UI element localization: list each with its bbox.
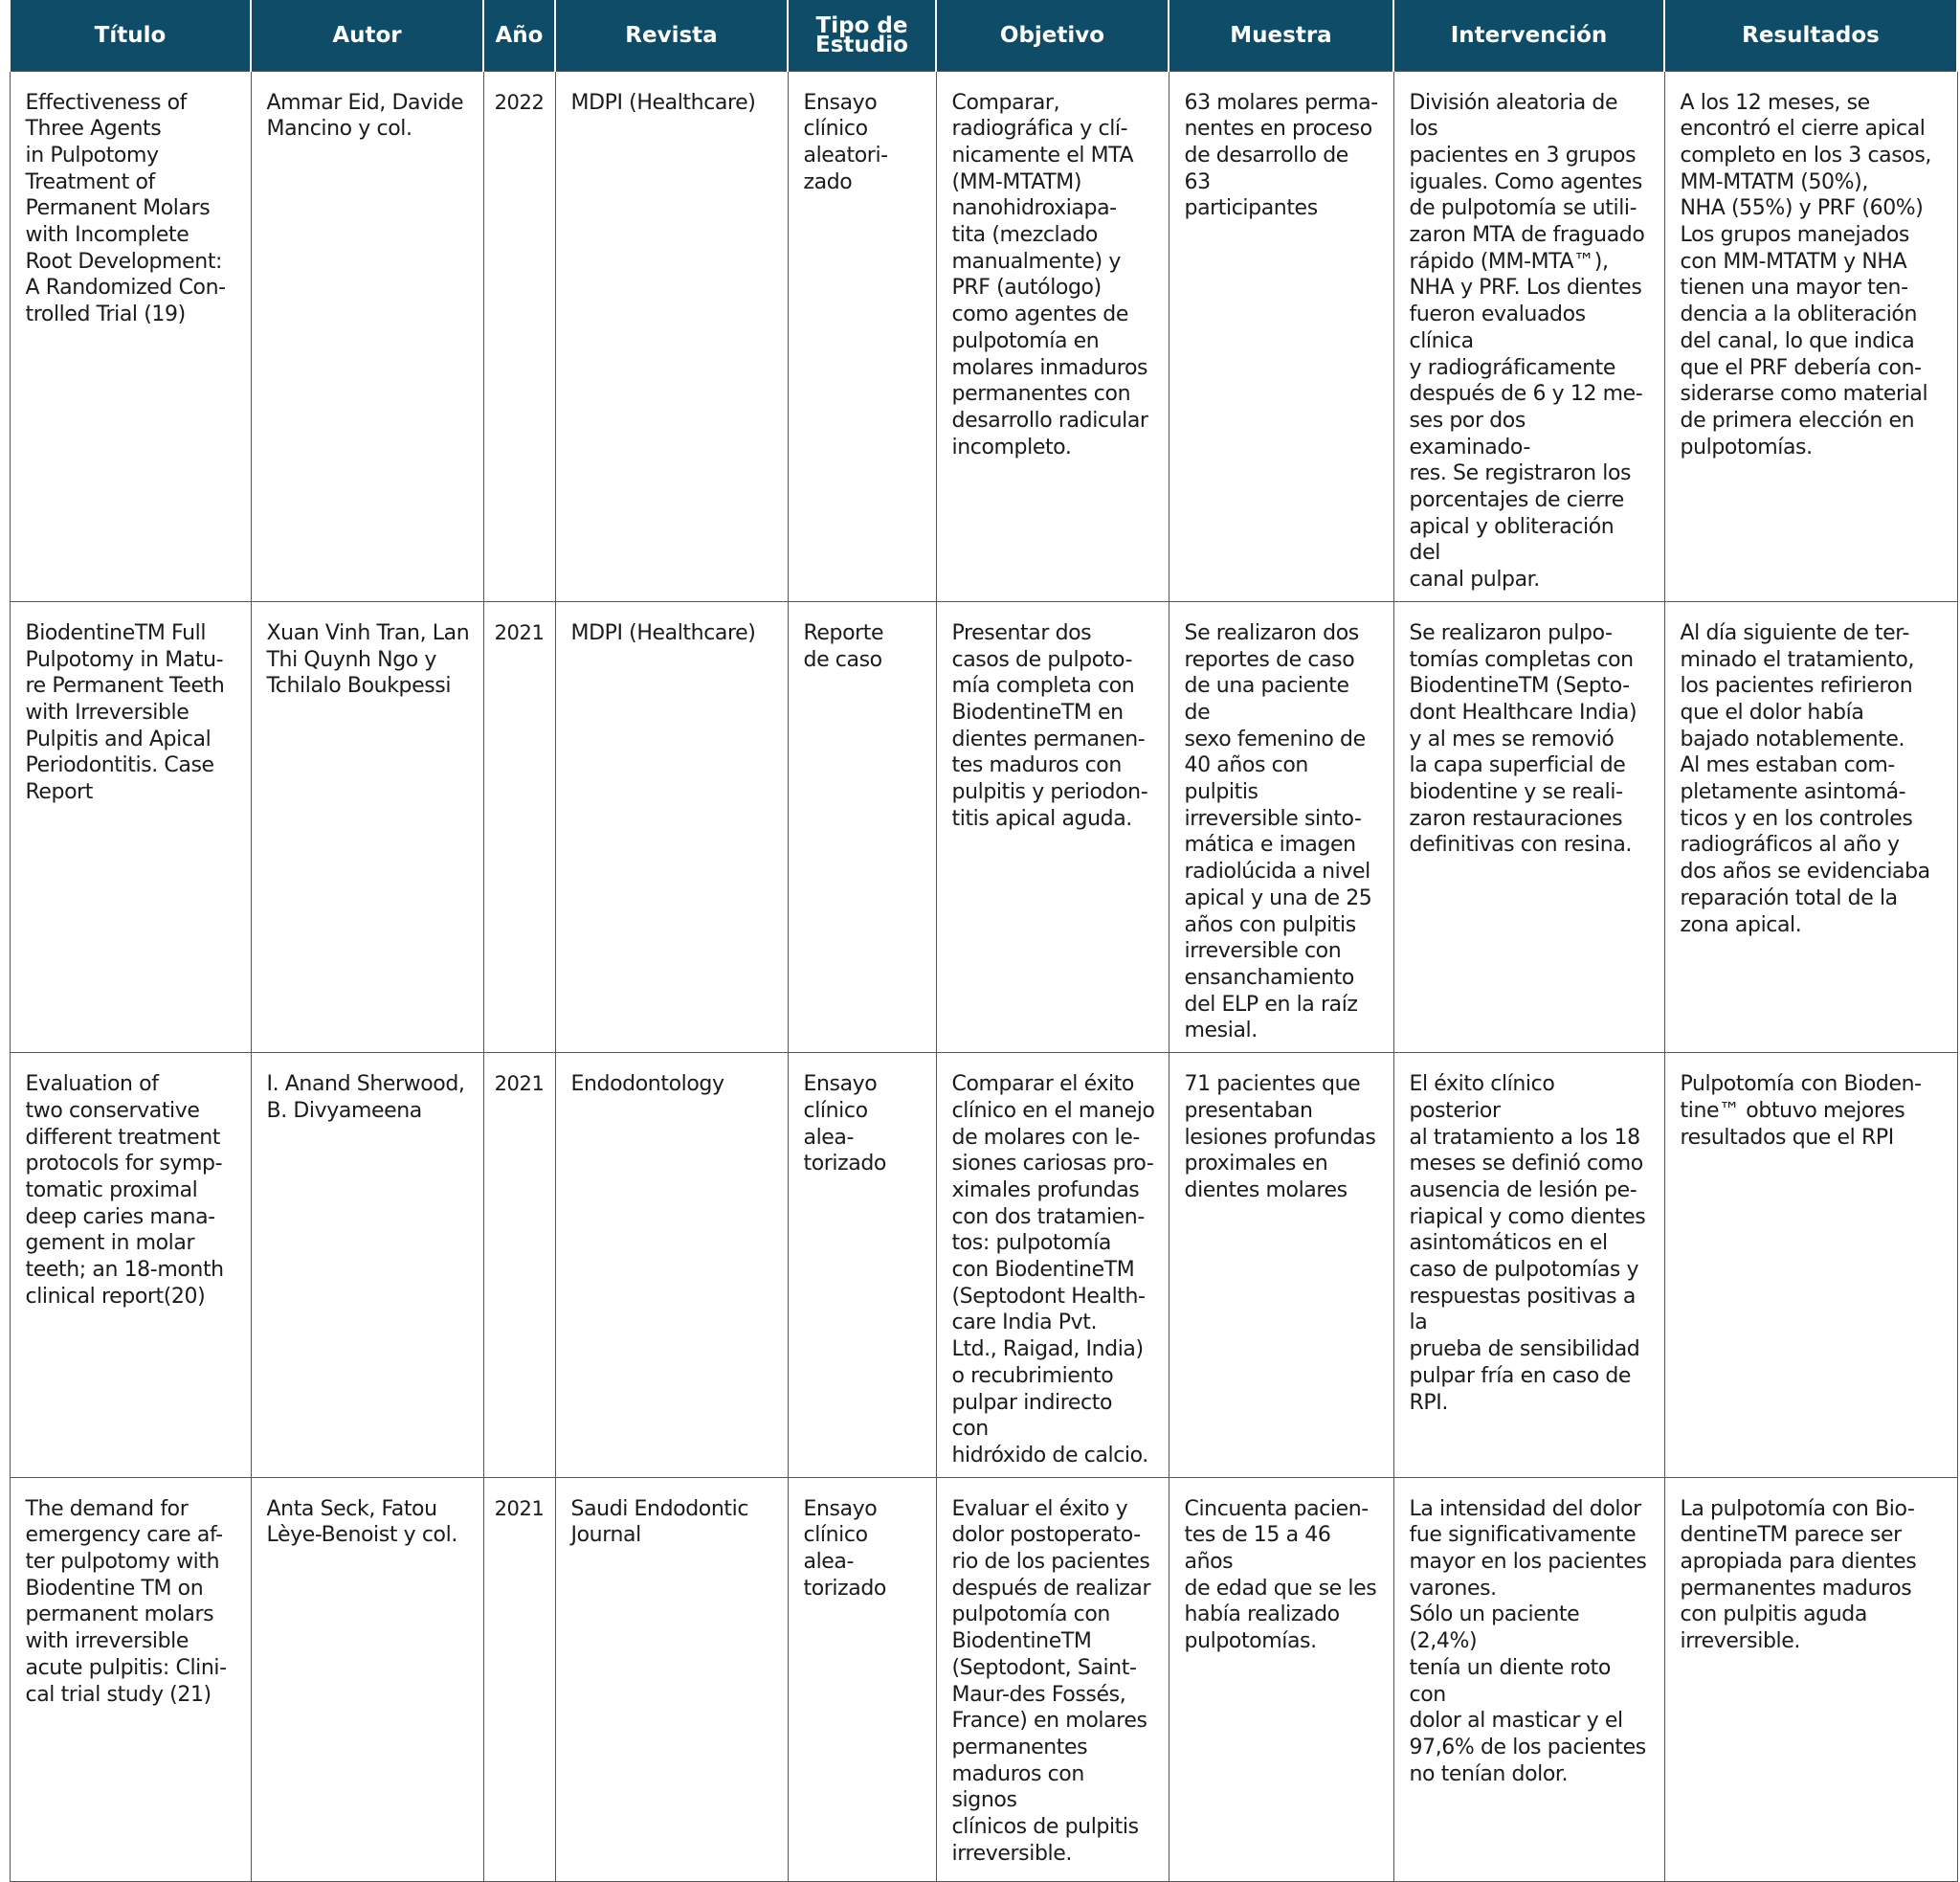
cell-intervencion: El éxito clínico posterior al tratamiento a los 18 meses se definió como ausencia de lesión pe- riapical y como dientes asintomáticos en el caso de pulpotomías y respuestas positivas a la prueba de sensibilidad pulpar fría en caso de RPI. (1393, 1053, 1664, 1478)
cell-revista: Saudi Endodontic Journal (555, 1477, 788, 1881)
cell-tipo: Ensayo clínico alea- torizado (788, 1477, 936, 1881)
header-autor: Autor (251, 0, 483, 71)
header-resultados: Resultados (1664, 0, 1957, 71)
cell-revista: Endodontology (555, 1053, 788, 1478)
header-objetivo: Objetivo (936, 0, 1169, 71)
table-row (10, 71, 1957, 601)
cell-titulo: The demand for emergency care af- ter pulpotomy with Biodentine TM on permanent molars with irreversible acute pulpitis: Clini- cal trial study (21) (10, 1477, 251, 1881)
table-row (10, 1477, 1957, 1881)
cell-resultados: Al día siguiente de ter- minado el tratamiento, los pacientes refirieron que el dolor había bajado notablemente. Al mes estaban com- pletamente asintomá- ticos y en los controles radiográficos al año y dos años se evidenciaba reparación total de la zona apical. (1664, 601, 1957, 1052)
cell-titulo: Effectiveness of Three Agents in Pulpotomy Treatment of Permanent Molars with Incomplete Root Development: A Randomized Con- trolled Trial (19) (10, 71, 251, 601)
cell-anio: 2022 (483, 71, 555, 601)
cell-autor: I. Anand Sherwood, B. Divyameena (251, 1053, 483, 1478)
header-intervencion: Intervención (1393, 0, 1664, 71)
header-row (10, 0, 1957, 71)
cell-intervencion: División aleatoria de los pacientes en 3 grupos iguales. Como agentes de pulpotomía se utili- zaron MTA de fraguado rápido (MM-MTA™), NHA y PRF. Los dientes fueron evaluados clínica y radiográficamente después de 6 y 12 me- ses por dos examinado- res. Se registraron los porcentajes de cierre apical y obliteración del canal pulpar. (1393, 71, 1664, 601)
header-revista: Revista (555, 0, 788, 71)
cell-resultados: Pulpotomía con Bioden- tine™ obtuvo mejores resultados que el RPI (1664, 1053, 1957, 1478)
header-anio: Año (483, 0, 555, 71)
cell-autor: Anta Seck, Fatou Lèye-Benoist y col. (251, 1477, 483, 1881)
cell-revista: MDPI (Healthcare) (555, 71, 788, 601)
cell-muestra: Cincuenta pacien- tes de 15 a 46 años de edad que se les había realizado pulpotomías. (1169, 1477, 1393, 1881)
cell-objetivo: Comparar, radiográfica y clí- nicamente el MTA (MM-MTATM) nanohidroxiapa- tita (mezclado manualmente) y PRF (autólogo) como agentes de pulpotomía en molares inmaduros permanentes con desarrollo radicular incompleto. (936, 71, 1169, 601)
cell-titulo: Evaluation of two conservative different treatment protocols for symp- tomatic proximal deep caries mana- gement in molar teeth; an 18-month clinical report(20) (10, 1053, 251, 1478)
cell-tipo: Ensayo clínico alea- torizado (788, 1053, 936, 1478)
table-row (10, 601, 1957, 1052)
cell-resultados: La pulpotomía con Bio- dentineTM parece ser apropiada para dientes permanentes maduros con pulpitis aguda irreversible. (1664, 1477, 1957, 1881)
cell-intervencion: Se realizaron pulpo- tomías completas con BiodentineTM (Septo- dont Healthcare India) y al mes se removió la capa superficial de biodentine y se reali- zaron restauraciones definitivas con resina. (1393, 601, 1664, 1052)
cell-revista: MDPI (Healthcare) (555, 601, 788, 1052)
header-tipo: Tipo de Estudio (788, 0, 936, 71)
cell-objetivo: Presentar dos casos de pulpoto- mía completa con BiodentineTM en dientes permanen- tes maduros con pulpitis y periodon- titis apical aguda. (936, 601, 1169, 1052)
review-table (9, 0, 1958, 1882)
cell-anio: 2021 (483, 601, 555, 1052)
cell-muestra: 71 pacientes que presentaban lesiones profundas proximales en dientes molares (1169, 1053, 1393, 1478)
cell-objetivo: Evaluar el éxito y dolor postoperato- rio de los pacientes después de realizar pulpotomía con BiodentineTM (Septodont, Saint- Maur-des Fossés, France) en molares permanentes maduros con signos clínicos de pulpitis irreversible. (936, 1477, 1169, 1881)
cell-anio: 2021 (483, 1053, 555, 1478)
cell-muestra: 63 molares perma- nentes en proceso de desarrollo de 63 participantes (1169, 71, 1393, 601)
cell-autor: Ammar Eid, Davide Mancino y col. (251, 71, 483, 601)
table-row (10, 1053, 1957, 1478)
cell-resultados: A los 12 meses, se encontró el cierre apical completo en los 3 casos, MM-MTATM (50%), NHA (55%) y PRF (60%) Los grupos manejados con MM-MTATM y NHA tienen una mayor ten- dencia a la obliteración del canal, lo que indica que el PRF debería con- siderarse como material de primera elección en pulpotomías. (1664, 71, 1957, 601)
header-muestra: Muestra (1169, 0, 1393, 71)
header-titulo: Título (10, 0, 251, 71)
cell-muestra: Se realizaron dos reportes de caso de una paciente de sexo femenino de 40 años con pulpitis irreversible sinto- mática e imagen radiolúcida a nivel apical y una de 25 años con pulpitis irreversible con ensanchamiento del ELP en la raíz mesial. (1169, 601, 1393, 1052)
cell-anio: 2021 (483, 1477, 555, 1881)
cell-tipo: Reporte de caso (788, 601, 936, 1052)
cell-tipo: Ensayo clínico aleatori- zado (788, 71, 936, 601)
cell-intervencion: La intensidad del dolor fue significativamente mayor en los pacientes varones. Sólo un paciente (2,4%) tenía un diente roto con dolor al masticar y el 97,6% de los pacientes no tenían dolor. (1393, 1477, 1664, 1881)
cell-objetivo: Comparar el éxito clínico en el manejo de molares con le- siones cariosas pro- ximales profundas con dos tratamien- tos: pulpotomía con BiodentineTM (Septodont Health- care India Pvt. Ltd., Raigad, India) o recubrimiento pulpar indirecto con hidróxido de calcio. (936, 1053, 1169, 1478)
cell-autor: Xuan Vinh Tran, Lan Thi Quynh Ngo y Tchilalo Boukpessi (251, 601, 483, 1052)
cell-titulo: BiodentineTM Full Pulpotomy in Matu- re Permanent Teeth with Irreversible Pulpitis and Apical Periodontitis. Case Report (10, 601, 251, 1052)
